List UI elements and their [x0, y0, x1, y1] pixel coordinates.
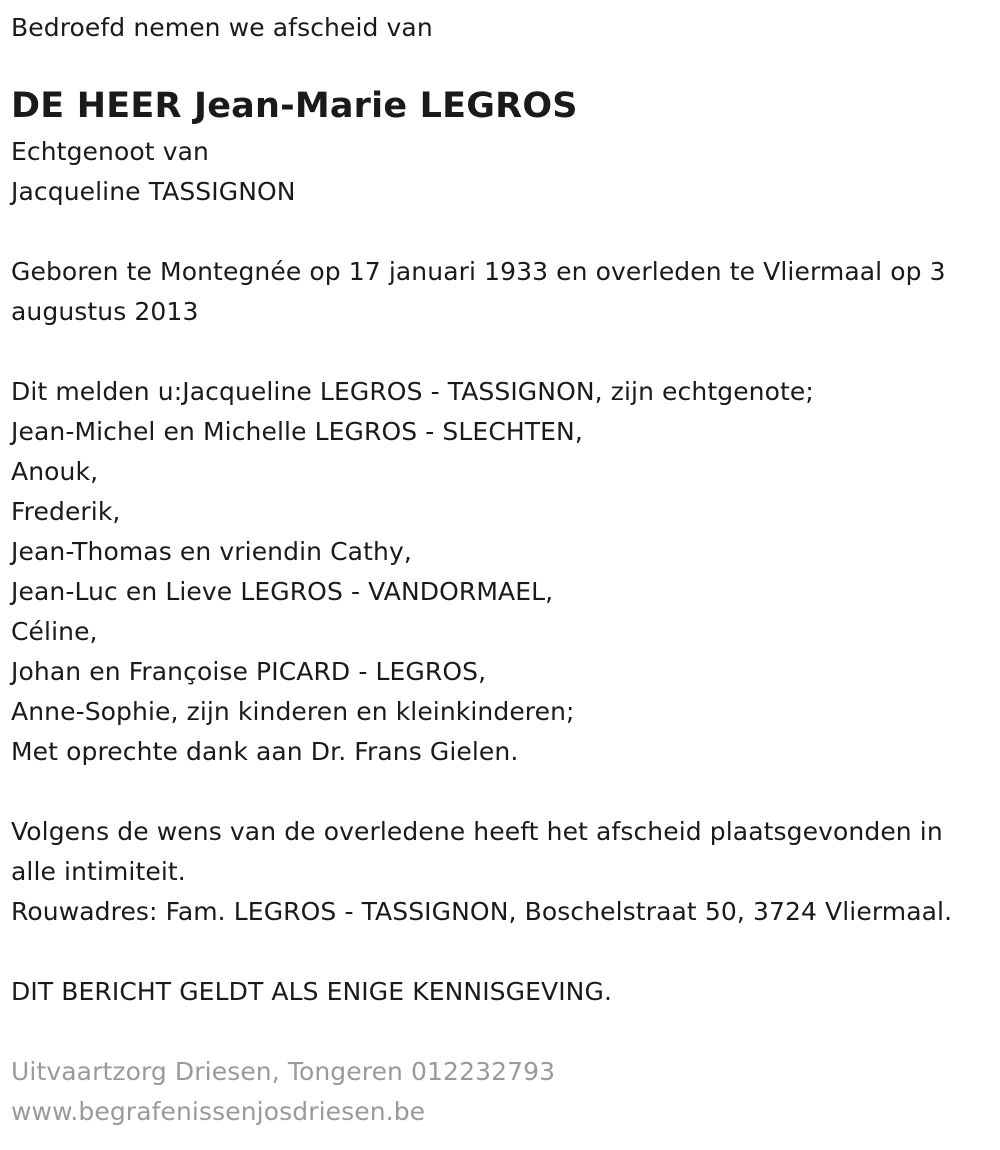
- spacer: [11, 932, 996, 972]
- notice-text: DIT BERICHT GELDT ALS ENIGE KENNISGEVING.: [11, 977, 612, 1006]
- family-line: Met oprechte dank aan Dr. Frans Gielen.: [11, 737, 519, 766]
- spacer: [11, 1012, 996, 1052]
- spacer: [11, 212, 996, 252]
- family-line: Frederik,: [11, 497, 121, 526]
- funeral-home: Uitvaartzorg Driesen, Tongeren 012232793: [11, 1057, 556, 1086]
- deceased-name: DE HEER Jean-Marie LEGROS: [11, 86, 578, 126]
- mourning-address: Rouwadres: Fam. LEGROS - TASSIGNON, Boschelstraat 50, 3724 Vliermaal.: [11, 897, 953, 926]
- family-line: Jean-Michel en Michelle LEGROS - SLECHTEN,: [11, 417, 583, 446]
- family-line: Johan en Françoise PICARD - LEGROS,: [11, 657, 487, 686]
- family-line: Céline,: [11, 617, 98, 646]
- spacer: [11, 772, 996, 812]
- wish-line-1: Volgens de wens van de overledene heeft het afscheid plaatsgevonden in: [11, 817, 943, 846]
- family-line: Anne-Sophie, zijn kinderen en kleinkinderen;: [11, 697, 575, 726]
- spacer: [11, 332, 996, 372]
- obituary-notice: [11, 8, 996, 1132]
- website-text: www.begrafenissenjosdriesen.be: [11, 1097, 426, 1126]
- family-line: Anouk,: [11, 457, 99, 486]
- family-line: Dit melden u:Jacqueline LEGROS - TASSIGNON, zijn echtgenote;: [11, 377, 814, 406]
- intro-text: Bedroefd nemen we afscheid van: [11, 13, 433, 42]
- wish-line-2: alle intimiteit.: [11, 857, 186, 886]
- family-list: [11, 372, 996, 772]
- spouse-name: Jacqueline TASSIGNON: [11, 177, 296, 206]
- birth-death-line-1: Geboren te Montegnée op 17 januari 1933 en overleden te Vliermaal op 3: [11, 257, 946, 286]
- birth-death-line-2: augustus 2013: [11, 297, 199, 326]
- spouse-label: Echtgenoot van: [11, 137, 209, 166]
- family-line: Jean-Luc en Lieve LEGROS - VANDORMAEL,: [11, 577, 554, 606]
- family-line: Jean-Thomas en vriendin Cathy,: [11, 537, 412, 566]
